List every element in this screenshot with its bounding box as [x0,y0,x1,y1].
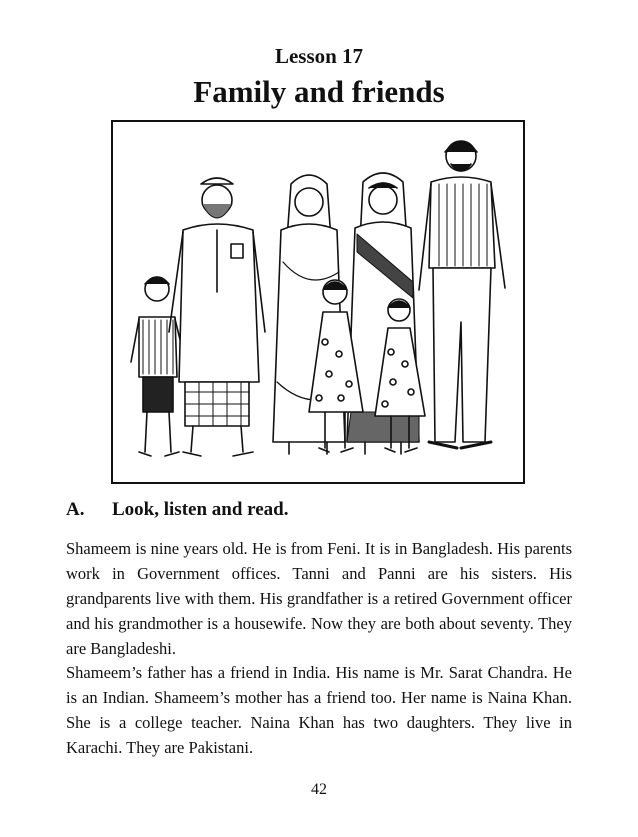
boy-figure [131,277,185,456]
grandfather-figure [169,178,265,456]
page-number: 42 [311,781,327,798]
page-title: Family and friends [193,74,445,109]
section-letter: A. [66,499,85,520]
section-heading [66,499,289,521]
section-heading-text: Look, listen and read. [112,499,289,520]
paragraph-shameem-family: Shameem is nine years old. He is from Feni. It is in Bangladesh. His parents work in Government offices. Tanni and Panni are his sisters. His grandparents live with them. His grandfather is a retired Government officer and his grandmother is a housewife. Now they are both about seventy. They are Bangladeshi. [66,539,572,658]
father-figure [419,141,505,448]
paragraph-family-friends: Shameem’s father has a friend in India. His name is Mr. Sarat Chandra. He is an Indian. Shameem’s mother has a friend too. Her name is Naina Khan. She is a college teacher. Naina Khan has two daughters. They live in Karachi. They are Pakistani. [66,663,572,757]
lesson-number: Lesson 17 [274,44,364,68]
family-illustration [111,120,525,484]
